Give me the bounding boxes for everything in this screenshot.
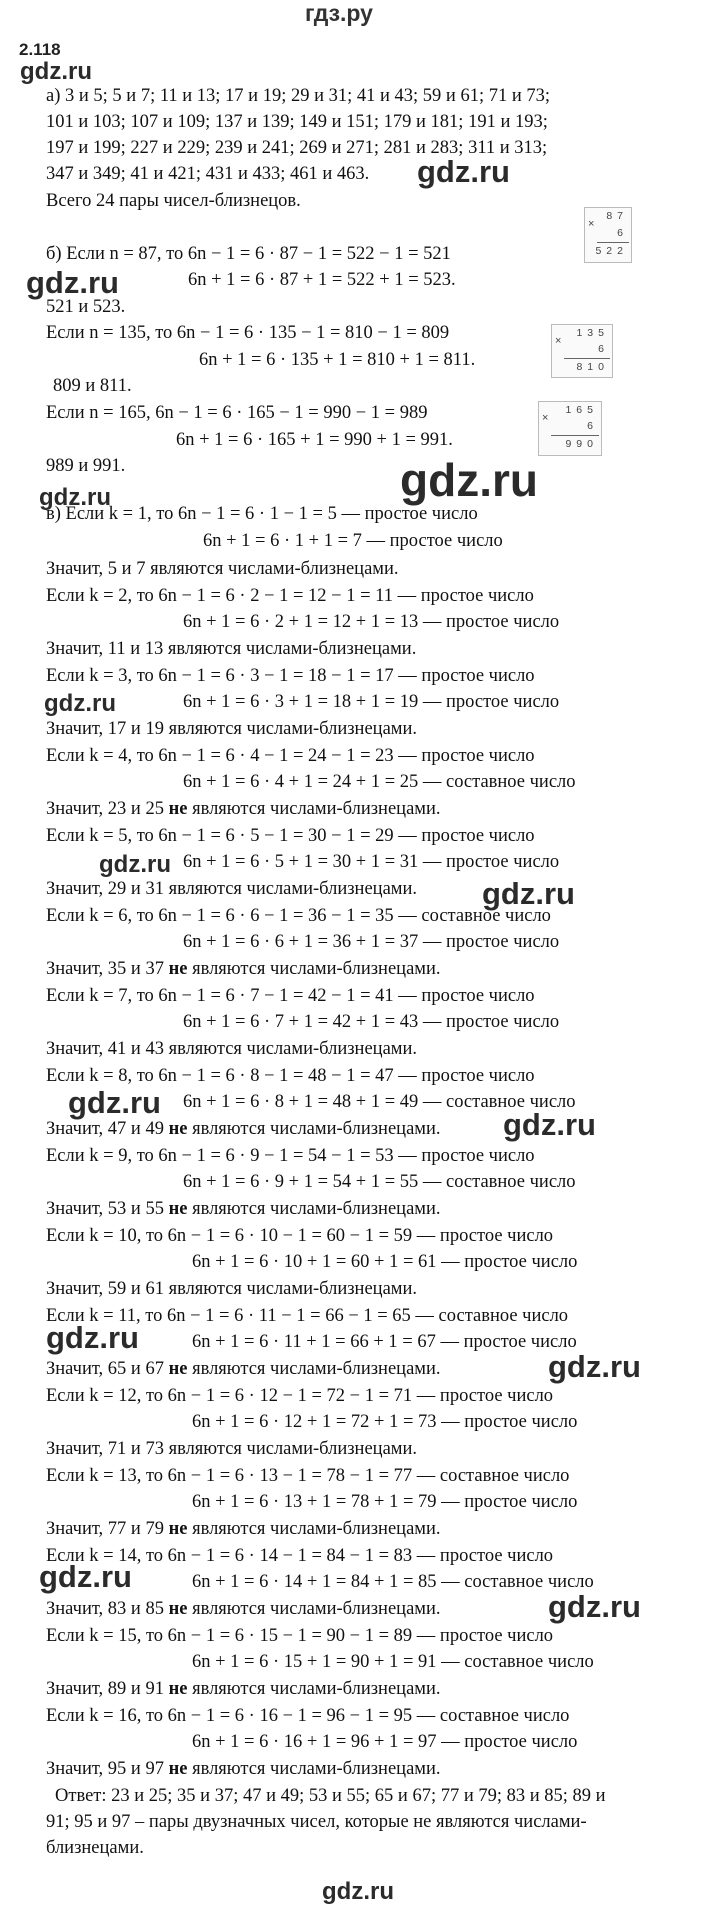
part-c-line: 6n + 1 = 6 · 9 + 1 = 54 + 1 = 55 — составное число [183,1172,576,1192]
part-a-line: 197 и 199; 227 и 229; 239 и 241; 269 и 271; 281 и 283; 311 и 313; [46,138,548,158]
column-multiplication [584,207,632,263]
mult-result: 990 [565,438,598,450]
mult-top: 87 [606,210,628,222]
part-c-line: Значит, 41 и 43 являются числами-близнецами. [46,1039,418,1059]
watermark: gdz.ru [39,1559,132,1594]
part-c-line: Значит, 59 и 61 являются числами-близнецами. [46,1279,418,1299]
mult-line [551,435,599,436]
part-c-line: Если k = 10, то 6n − 1 = 6 · 10 − 1 = 60 − 1 = 59 — простое число [46,1226,554,1246]
part-c-line: 6n + 1 = 6 · 13 + 1 = 78 + 1 = 79 — простое число [192,1492,578,1512]
part-c-line: 6n + 1 = 6 · 12 + 1 = 72 + 1 = 73 — простое число [192,1412,578,1432]
watermark: gdz.ru [503,1107,596,1142]
part-a-line: а) 3 и 5; 5 и 7; 11 и 13; 17 и 19; 29 и 31; 41 и 43; 59 и 61; 71 и 73; [46,86,551,106]
part-c-line: Если k = 3, то 6n − 1 = 6 · 3 − 1 = 18 − 1 = 17 — простое число [46,666,535,686]
part-c-line: Значит, 71 и 73 являются числами-близнецами. [46,1439,418,1459]
part-c-line: Если k = 16, то 6n − 1 = 6 · 16 − 1 = 96 − 1 = 95 — составное число [46,1706,570,1726]
part-b-line: 521 и 523. [46,297,126,317]
part-b-line: 989 и 991. [46,456,126,476]
part-c-line: 6n + 1 = 6 · 4 + 1 = 24 + 1 = 25 — составное число [183,772,576,792]
part-c-line: 6n + 1 = 6 · 10 + 1 = 60 + 1 = 61 — простое число [192,1252,578,1272]
part-c-line: Значит, 77 и 79 не являются числами-близнецами. [46,1519,441,1539]
part-c-line: Значит, 47 и 49 не являются числами-близнецами. [46,1119,441,1139]
mult-top: 165 [565,404,598,416]
mult-factor: 6 [617,227,628,239]
part-b-line: 6n + 1 = 6 · 87 + 1 = 522 + 1 = 523. [188,270,456,290]
part-c-line: Значит, 35 и 37 не являются числами-близнецами. [46,959,441,979]
part-c-line: Значит, 29 и 31 являются числами-близнецами. [46,879,418,899]
site-header-title: гдз.ру [305,0,373,26]
watermark: gdz.ru [39,484,111,511]
part-c-line: 6n + 1 = 6 · 6 + 1 = 36 + 1 = 37 — простое число [183,932,560,952]
answer-line: близнецами. [46,1838,144,1858]
part-c-line: 6n + 1 = 6 · 8 + 1 = 48 + 1 = 49 — составное число [183,1092,576,1112]
part-c-line: Если k = 7, то 6n − 1 = 6 · 7 − 1 = 42 − 1 = 41 — простое число [46,986,535,1006]
column-multiplication [538,401,602,456]
mult-factor: 6 [587,420,598,432]
mult-result: 522 [595,245,628,257]
part-b-line: 6n + 1 = 6 · 165 + 1 = 990 + 1 = 991. [176,430,453,450]
part-c-line: Если k = 6, то 6n − 1 = 6 · 6 − 1 = 36 − 1 = 35 — составное число [46,906,551,926]
watermark: gdz.ru [322,1878,394,1905]
part-c-line: Если k = 11, то 6n − 1 = 6 · 11 − 1 = 66 − 1 = 65 — составное число [46,1306,569,1326]
mult-line [597,242,629,243]
part-c-line: 6n + 1 = 6 · 7 + 1 = 42 + 1 = 43 — простое число [183,1012,560,1032]
part-c-line: Если k = 4, то 6n − 1 = 6 · 4 − 1 = 24 − 1 = 23 — простое число [46,746,535,766]
part-c-line: 6n + 1 = 6 · 2 + 1 = 12 + 1 = 13 — простое число [183,612,560,632]
part-c-line: 6n + 1 = 6 · 16 + 1 = 96 + 1 = 97 — простое число [192,1732,578,1752]
part-b-line: 6n + 1 = 6 · 135 + 1 = 810 + 1 = 811. [199,350,476,370]
times-sign: × [555,335,562,347]
part-c-line: Если k = 5, то 6n − 1 = 6 · 5 − 1 = 30 − 1 = 29 — простое число [46,826,535,846]
part-c-line: 6n + 1 = 6 · 14 + 1 = 84 + 1 = 85 — составное число [192,1572,594,1592]
mult-top: 135 [576,327,609,339]
part-c-line: Значит, 11 и 13 являются числами-близнецами. [46,639,417,659]
times-sign: × [542,412,549,424]
watermark: gdz.ru [548,1589,641,1624]
watermark: gdz.ru [400,454,538,506]
mult-factor: 6 [598,343,609,355]
watermark: gdz.ru [548,1349,641,1384]
part-a-line: 101 и 103; 107 и 109; 137 и 139; 149 и 151; 179 и 181; 191 и 193; [46,112,548,132]
part-b-line: б) Если n = 87, то 6n − 1 = 6 · 87 − 1 = 522 − 1 = 521 [46,244,451,264]
part-b-line: Если n = 165, 6n − 1 = 6 · 165 − 1 = 990 − 1 = 989 [46,403,428,423]
watermark: gdz.ru [99,851,171,878]
part-c-line: Если k = 2, то 6n − 1 = 6 · 2 − 1 = 12 − 1 = 11 — простое число [46,586,534,606]
mult-result: 810 [576,361,609,373]
part-c-line: Значит, 65 и 67 не являются числами-близнецами. [46,1359,441,1379]
part-c-line: Значит, 95 и 97 не являются числами-близнецами. [46,1759,441,1779]
part-c-line: Значит, 5 и 7 являются числами-близнецами. [46,559,399,579]
part-c-line: Значит, 89 и 91 не являются числами-близнецами. [46,1679,441,1699]
part-c-line: Если k = 13, то 6n − 1 = 6 · 13 − 1 = 78 − 1 = 77 — составное число [46,1466,570,1486]
part-a-line: 347 и 349; 41 и 421; 431 и 433; 461 и 463. [46,164,370,184]
part-c-line: Если k = 15, то 6n − 1 = 6 · 15 − 1 = 90 − 1 = 89 — простое число [46,1626,554,1646]
part-c-line: 6n + 1 = 6 · 3 + 1 = 18 + 1 = 19 — простое число [183,692,560,712]
part-c-line: Если k = 14, то 6n − 1 = 6 · 14 − 1 = 84 − 1 = 83 — простое число [46,1546,554,1566]
part-c-line: Если k = 9, то 6n − 1 = 6 · 9 − 1 = 54 − 1 = 53 — простое число [46,1146,535,1166]
part-c-line: 6n + 1 = 6 · 15 + 1 = 90 + 1 = 91 — составное число [192,1652,594,1672]
part-c-line: Если k = 12, то 6n − 1 = 6 · 12 − 1 = 72 − 1 = 71 — простое число [46,1386,554,1406]
part-c-line: 6n + 1 = 6 · 11 + 1 = 66 + 1 = 67 — простое число [192,1332,577,1352]
part-c-line: Значит, 53 и 55 не являются числами-близнецами. [46,1199,441,1219]
part-c-line: в) Если k = 1, то 6n − 1 = 6 · 1 − 1 = 5 — простое число [46,504,478,524]
answer-line: 91; 95 и 97 – пары двузначных чисел, которые не являются числами- [46,1812,587,1832]
mult-line [564,358,610,359]
watermark: gdz.ru [68,1085,161,1120]
part-c-line: Если k = 8, то 6n − 1 = 6 · 8 − 1 = 48 − 1 = 47 — простое число [46,1066,535,1086]
watermark: gdz.ru [46,1320,139,1355]
part-c-line: 6n + 1 = 6 · 5 + 1 = 30 + 1 = 31 — простое число [183,852,560,872]
answer-line: Ответ: 23 и 25; 35 и 37; 47 и 49; 53 и 55; 65 и 67; 77 и 79; 83 и 85; 89 и [55,1786,606,1806]
task-number: 2.118 [19,40,61,59]
watermark: gdz.ru [20,58,92,85]
part-b-line: 809 и 811. [53,376,132,396]
part-c-line: Значит, 23 и 25 не являются числами-близнецами. [46,799,441,819]
watermark: gdz.ru [44,690,116,717]
part-c-line: 6n + 1 = 6 · 1 + 1 = 7 — простое число [203,531,503,551]
part-c-line: Значит, 17 и 19 являются числами-близнецами. [46,719,418,739]
part-b-line: Если n = 135, то 6n − 1 = 6 · 135 − 1 = 810 − 1 = 809 [46,323,450,343]
watermark: gdz.ru [417,154,510,189]
watermark: gdz.ru [26,265,119,300]
column-multiplication [551,324,613,378]
watermark: gdz.ru [482,876,575,911]
part-c-line: Значит, 83 и 85 не являются числами-близнецами. [46,1599,441,1619]
times-sign: × [588,218,595,230]
part-a-line: Всего 24 пары чисел-близнецов. [46,191,301,211]
